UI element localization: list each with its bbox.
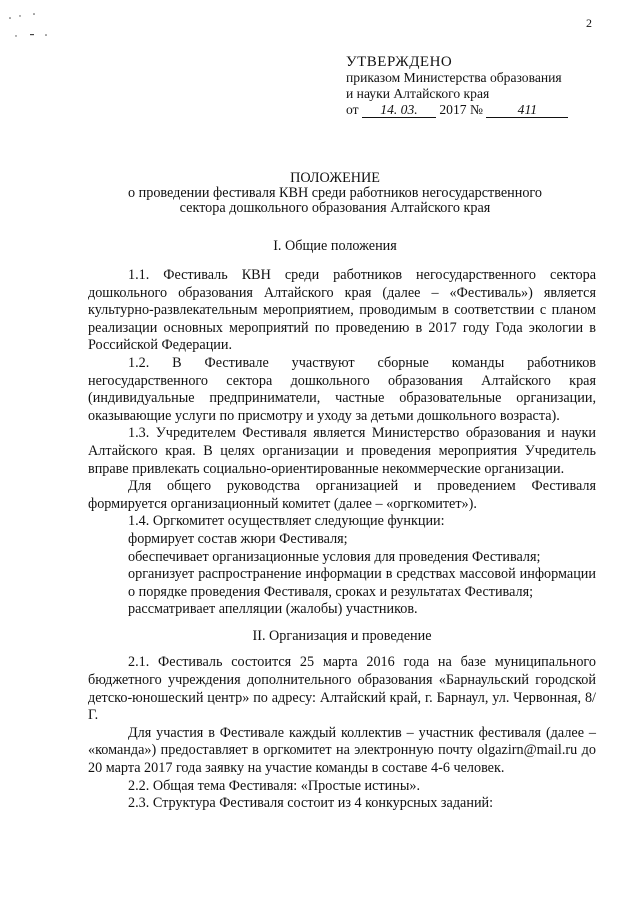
doc-subtitle-2: сектора дошкольного образования Алтайского края [179,200,491,216]
scan-specks [6,10,66,50]
doc-title: ПОЛОЖЕНИЕ [290,170,380,186]
approval-block [346,54,616,118]
approval-line-1: приказом Министерства образования [346,70,562,85]
approval-number: 411 [486,103,568,118]
page-number: 2 [586,16,592,30]
function-item-4: рассматривает апелляции (жалобы) участников. [128,601,418,618]
section-1-title: I. Общие положения [273,238,397,254]
approval-date: 14. 03. [362,103,436,118]
paragraph-1-3-b: Для общего руководства организацией и проведением Фестиваля формируется организационный комитет (далее – «оргкомитет»). [88,478,596,512]
paragraph-1-1: 1.1. Фестиваль КВН среди работников негосударственного сектора дошкольного образования Алтайского края (далее – «Фестиваль») является культурно-развлекательным мероприятием, проводимым в соответствии с планом реализации основных мероприятий по проведению в 2017 году Года экологии в Российской Федерации. [88,267,596,354]
function-item-1: формирует состав жюри Фестиваля; [128,530,348,547]
approval-year: 2017 № [439,102,483,117]
paragraph-2-1-b: Для участия в Фестивале каждый коллектив – участник фестиваля (далее – «команда») предоставляет в оргкомитет на электронную почту olgazirn@mail.ru до 20 марта 2017 года заявку на участие команды в составе 4-6 человек. [88,724,596,777]
approval-from-label: от [346,102,359,117]
section-2-title: II. Организация и проведение [252,627,432,644]
paragraph-2-1: 2.1. Фестиваль состоится 25 марта 2016 года на базе муниципального бюджетного учреждения дополнительного образования «Барнаульский городской детско-юношеский центр» по адресу: Алтайский край, г. Барнаул, ул. Червонная, 8/Г. [88,654,596,724]
paragraph-2-2: 2.2. Общая тема Фестиваля: «Простые истины». [128,777,420,794]
paragraph-1-2: 1.2. В Фестивале участвуют сборные команды работников негосударственного сектора дошкольного образования Алтайского края (индивидуальные предприниматели, частные образовательные организации, оказывающие услуги по присмотру и уходу за детьми дошкольного возраста). [88,354,596,424]
document-body [88,267,596,813]
paragraph-1-3: 1.3. Учредителем Фестиваля является Министерство образования и науки Алтайского края. В целях организации и проведения мероприятия Учредитель вправе привлекать социально-ориентированные некоммерческие организации. [88,425,596,477]
function-item-2: обеспечивает организационные условия для проведения Фестиваля; [128,548,541,565]
paragraph-2-3: 2.3. Структура Фестиваля состоит из 4 конкурсных заданий: [128,795,494,812]
function-item-3: организует распространение информации в средствах массовой информации о порядке проведения Фестиваля, сроках и результатах Фестиваля; [128,566,596,600]
approval-line-2: и науки Алтайского края [346,86,490,101]
approval-title: УТВЕРЖДЕНО [346,54,453,70]
paragraph-1-4: 1.4. Оргкомитет осуществляет следующие функции: [128,513,445,530]
approval-date-line [346,102,616,118]
doc-subtitle-1: о проведении фестиваля КВН среди работников негосударственного [128,185,542,201]
